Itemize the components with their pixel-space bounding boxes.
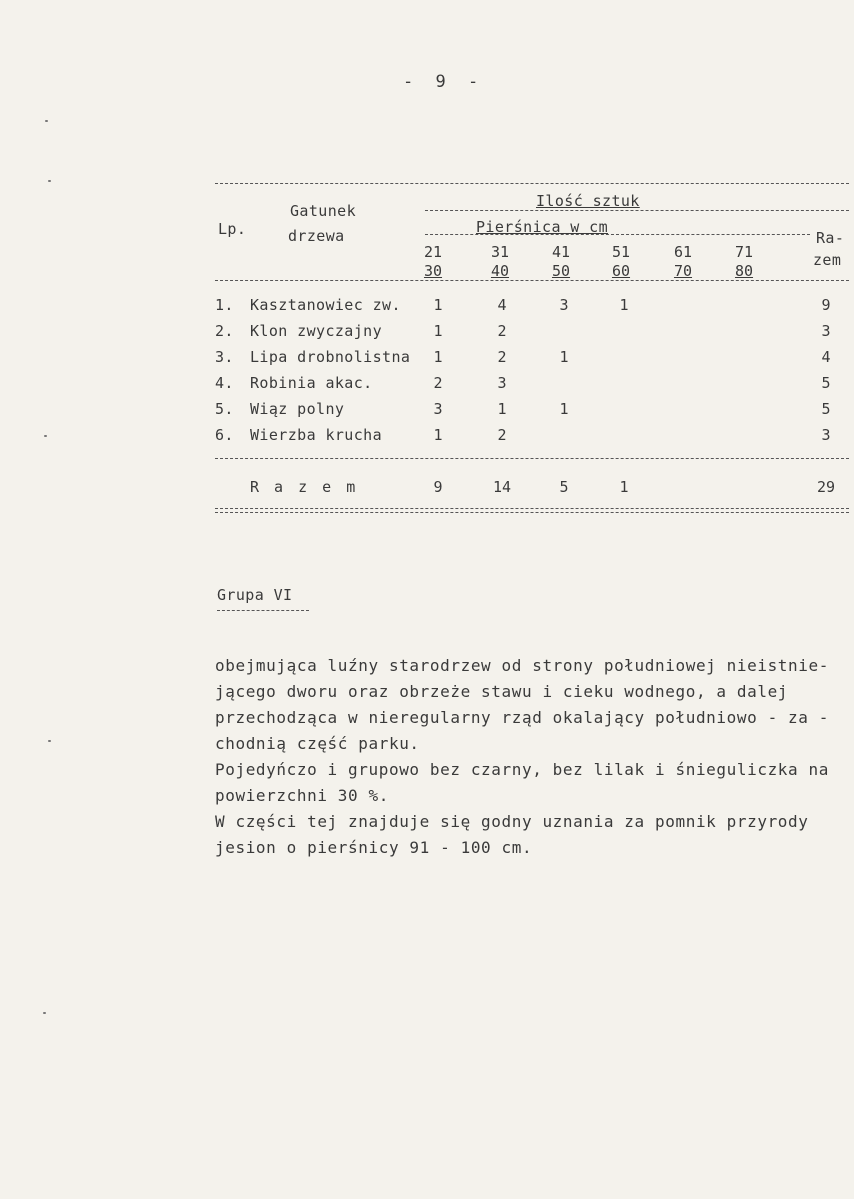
row-c2: 4: [497, 296, 507, 314]
header-bottom-rule: [215, 280, 849, 281]
table-top-rule: [215, 183, 849, 184]
row-species: Wierzba krucha: [250, 426, 383, 444]
range-6-from: 71: [734, 243, 754, 261]
margin-speck: [45, 120, 48, 122]
range-2-from: 31: [490, 243, 510, 261]
header-total-1: Ra-: [816, 229, 845, 247]
row-lp: 4.: [215, 374, 234, 392]
paragraph-line: przechodząca w nieregularny rząd okalający południowo - za -: [215, 708, 829, 727]
paragraph-line: powierzchni 30 %.: [215, 786, 389, 805]
paragraph-line: obejmująca luźny starodrzew od strony południowej nieistnie-: [215, 656, 829, 675]
row-c1: 2: [433, 374, 443, 392]
body-bottom-rule: [215, 458, 849, 459]
range-6-to: 80: [734, 262, 754, 280]
row-total: 3: [821, 322, 831, 340]
row-total: 5: [821, 400, 831, 418]
row-c1: 1: [433, 296, 443, 314]
paragraph-line: W części tej znajduje się godny uznania za pomnik przyrody: [215, 812, 809, 831]
paragraph-line: chodnią część parku.: [215, 734, 420, 753]
sum-c3: 5: [559, 478, 569, 496]
row-c1: 1: [433, 348, 443, 366]
range-3-to: 50: [551, 262, 571, 280]
header-diameter: Pierśnica w cm: [476, 218, 609, 236]
row-total: 9: [821, 296, 831, 314]
row-lp: 6.: [215, 426, 234, 444]
header-total-2: zem: [813, 251, 842, 269]
row-c3: 3: [559, 296, 569, 314]
row-total: 4: [821, 348, 831, 366]
margin-speck: [48, 740, 51, 742]
header-count: Ilość sztuk: [536, 192, 640, 210]
header-lp: Lp.: [218, 220, 247, 238]
row-total: 5: [821, 374, 831, 392]
row-c1: 1: [433, 426, 443, 444]
sum-double-rule: [215, 508, 849, 513]
row-c2: 2: [497, 322, 507, 340]
row-species: Kasztanowiec zw.: [250, 296, 401, 314]
sum-label: R a z e m: [250, 478, 359, 496]
row-lp: 3.: [215, 348, 234, 366]
range-3-from: 41: [551, 243, 571, 261]
margin-speck: [48, 180, 51, 182]
row-c3: 1: [559, 400, 569, 418]
header-species-2: drzewa: [288, 227, 345, 245]
range-4-to: 60: [611, 262, 631, 280]
range-5-from: 61: [673, 243, 693, 261]
header-species-1: Gatunek: [290, 202, 357, 220]
row-c2: 2: [497, 348, 507, 366]
paragraph-line: jesion o pierśnicy 91 - 100 cm.: [215, 838, 533, 857]
page-number: - 9 -: [403, 72, 485, 92]
row-c3: 1: [559, 348, 569, 366]
sum-c1: 9: [433, 478, 443, 496]
row-species: Wiąz polny: [250, 400, 345, 418]
margin-speck: [43, 1012, 46, 1014]
paragraph-line: jącego dworu oraz obrzeże stawu i cieku wodnego, a dalej: [215, 682, 789, 701]
row-lp: 2.: [215, 322, 234, 340]
row-species: Lipa drobnolistna: [250, 348, 411, 366]
range-1-to: 30: [423, 262, 443, 280]
row-lp: 1.: [215, 296, 234, 314]
row-c1: 1: [433, 322, 443, 340]
sum-c4: 1: [619, 478, 629, 496]
row-c4: 1: [619, 296, 629, 314]
count-rule: [425, 210, 849, 211]
row-c2: 1: [497, 400, 507, 418]
range-4-from: 51: [611, 243, 631, 261]
row-lp: 5.: [215, 400, 234, 418]
row-c1: 3: [433, 400, 443, 418]
sum-c2: 14: [492, 478, 512, 496]
row-total: 3: [821, 426, 831, 444]
row-species: Klon zwyczajny: [250, 322, 383, 340]
row-c2: 3: [497, 374, 507, 392]
margin-speck: [44, 435, 47, 437]
range-1-from: 21: [423, 243, 443, 261]
section-title-underline: [217, 610, 309, 611]
sum-total: 29: [816, 478, 836, 496]
range-2-to: 40: [490, 262, 510, 280]
paragraph-line: Pojedyńczo i grupowo bez czarny, bez lilak i śnieguliczka na: [215, 760, 829, 779]
section-title: Grupa VI: [217, 586, 293, 604]
row-c2: 2: [497, 426, 507, 444]
range-5-to: 70: [673, 262, 693, 280]
row-species: Robinia akac.: [250, 374, 373, 392]
